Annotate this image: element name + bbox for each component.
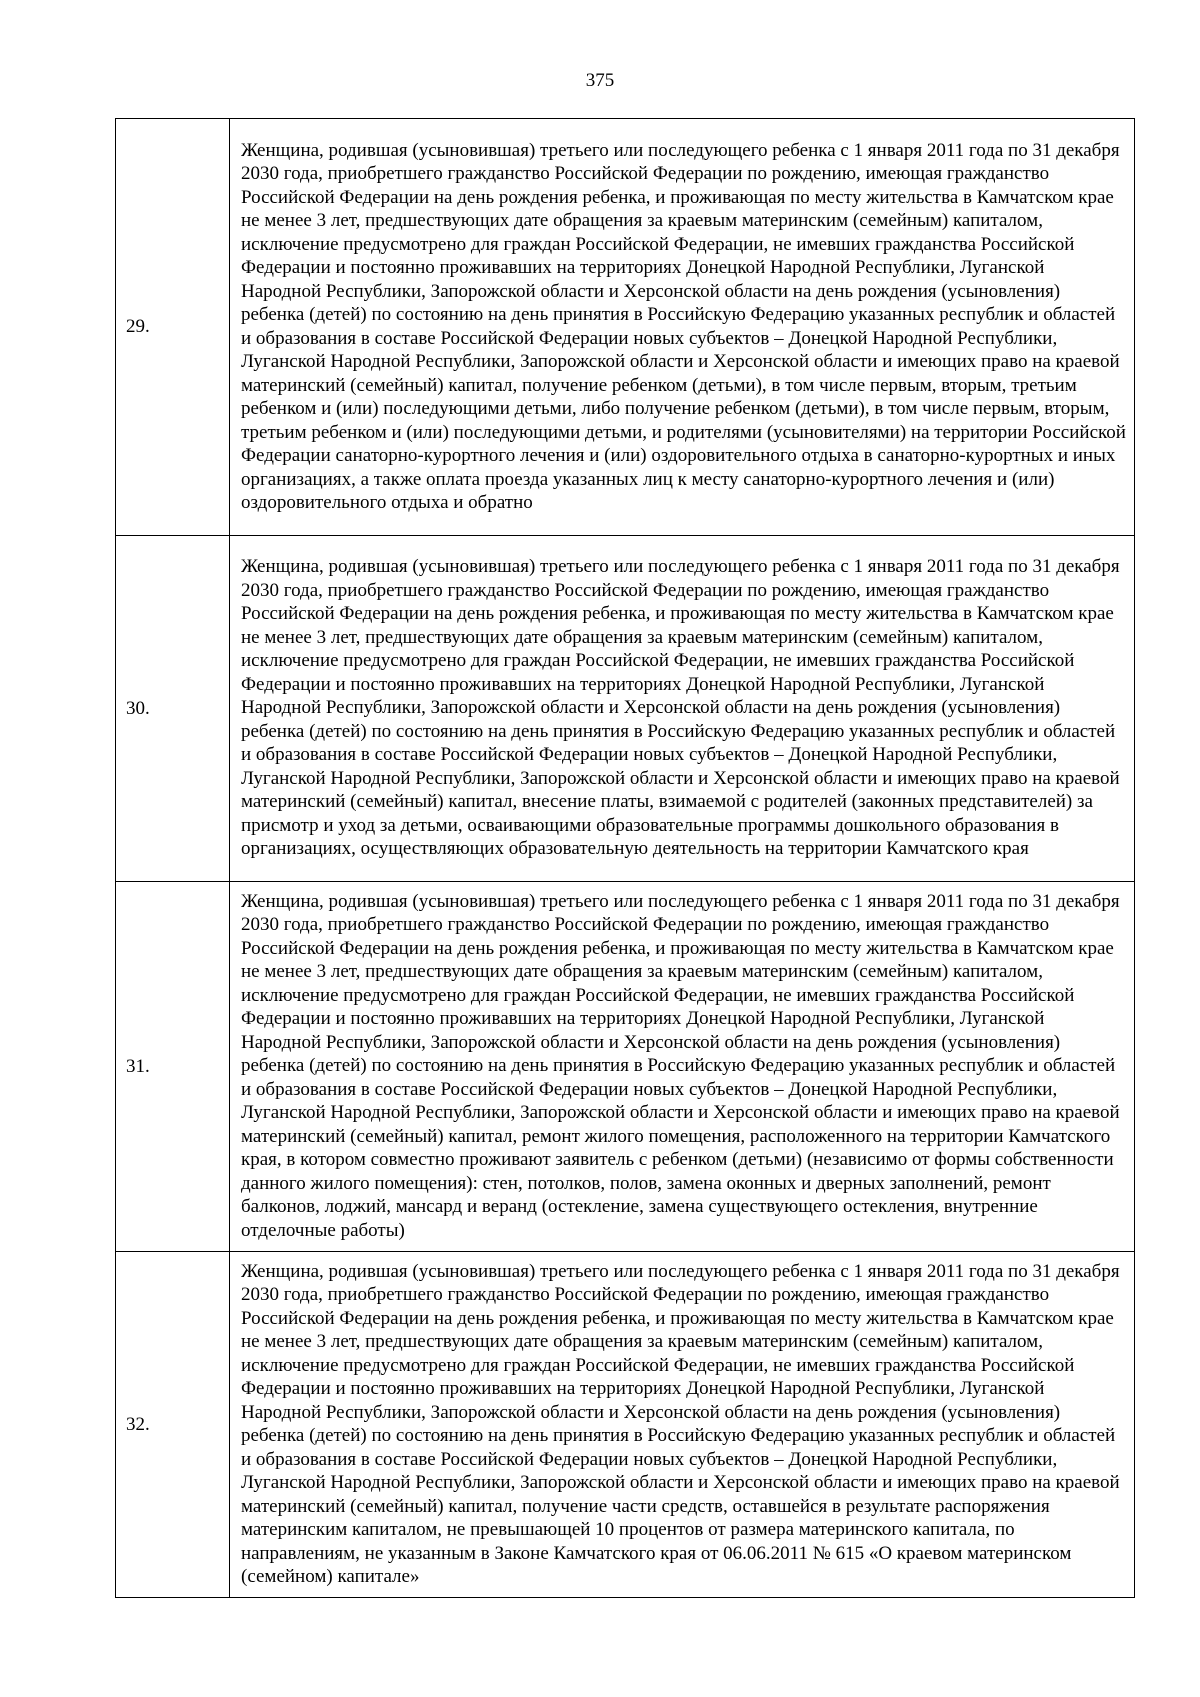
row-number: 32. bbox=[116, 1252, 230, 1598]
document-table bbox=[115, 118, 1135, 1598]
row-number: 29. bbox=[116, 119, 230, 536]
row-text-cell bbox=[230, 1252, 1135, 1598]
row-number: 31. bbox=[116, 882, 230, 1252]
table-row bbox=[116, 1252, 1135, 1598]
table-row bbox=[116, 119, 1135, 536]
row-text-cell bbox=[230, 119, 1135, 536]
row-text: Женщина, родившая (усыновившая) третьего или последующего ребенка с 1 января 2011 года по 31 декабря 2030 года, приобретшего гражданство Российской Федерации по рождению, имеющая гражданство Российской Федерации на день рождения ребенка, и проживающая по месту жительства в Камчатском крае не менее 3 лет, предшествующих дате обращения за краевым материнским (семейным) капиталом, исключение предусмотрено для граждан Российской Федерации, не имевших гражданства Российской Федерации и постоянно проживавших на территориях Донецкой Народной Республики, Луганской Народной Республики, Запорожской области и Херсонской области на день рождения (усыновления) ребенка (детей) по состоянию на день принятия в Российскую Федерацию указанных республик и областей и образования в составе Российской Федерации новых субъектов – Донецкой Народной Республики, Луганской Народной Республики, Запорожской области и Херсонской области и имеющих право на краевой материнский (семейный) капитал, внесение платы, взимаемой с родителей (законных представителей) за присмотр и уход за детьми, осваивающими образовательные программы дошкольного образования в организациях, осуществляющих образовательную деятельность на территории Камчатского края bbox=[241, 556, 1120, 860]
row-text-cell bbox=[230, 882, 1135, 1252]
row-number: 30. bbox=[116, 536, 230, 882]
row-text: Женщина, родившая (усыновившая) третьего или последующего ребенка с 1 января 2011 года по 31 декабря 2030 года, приобретшего гражданство Российской Федерации по рождению, имеющая гражданство Российской Федерации на день рождения ребенка, и проживающая по месту жительства в Камчатском крае не менее 3 лет, предшествующих дате обращения за краевым материнским (семейным) капиталом, исключение предусмотрено для граждан Российской Федерации, не имевших гражданства Российской Федерации и постоянно проживавших на территориях Донецкой Народной Республики, Луганской Народной Республики, Запорожской области и Херсонской области на день рождения (усыновления) ребенка (детей) по состоянию на день принятия в Российскую Федерацию указанных республик и областей и образования в составе Российской Федерации новых субъектов – Донецкой Народной Республики, Луганской Народной Республики, Запорожской области и Херсонской области и имеющих право на краевой материнский (семейный) капитал, получение части средств, оставшейся в результате распоряжения материнским капиталом, не превышающей 10 процентов от размера материнского капитала, по направлениям, не указанным в Законе Камчатского края от 06.06.2011 № 615 «О краевом материнском (семейном) капитале» bbox=[241, 1260, 1120, 1587]
page-number: 375 bbox=[585, 70, 615, 91]
table-row bbox=[116, 536, 1135, 882]
row-text-cell bbox=[230, 536, 1135, 882]
row-text: Женщина, родившая (усыновившая) третьего или последующего ребенка с 1 января 2011 года по 31 декабря 2030 года, приобретшего гражданство Российской Федерации по рождению, имеющая гражданство Российской Федерации на день рождения ребенка, и проживающая по месту жительства в Камчатском крае не менее 3 лет, предшествующих дате обращения за краевым материнским (семейным) капиталом, исключение предусмотрено для граждан Российской Федерации, не имевших гражданства Российской Федерации и постоянно проживавших на территориях Донецкой Народной Республики, Луганской Народной Республики, Запорожской области и Херсонской области на день рождения (усыновления) ребенка (детей) по состоянию на день принятия в Российскую Федерацию указанных республик и областей и образования в составе Российской Федерации новых субъектов – Донецкой Народной Республики, Луганской Народной Республики, Запорожской области и Херсонской области и имеющих право на краевой материнский (семейный) капитал, получение ребенком (детьми), в том числе первым, вторым, третьим ребенком и (или) последующими детьми, либо получение ребенком (детьми), в том числе первым, вторым, третьим ребенком и (или) последующими детьми, и родителями (усыновителями) на территории Российской Федерации санаторно-курортного лечения и (или) оздоровительного отдыха в санаторно-курортных и иных организациях, а также оплата проезда указанных лиц к месту санаторно-курортного лечения и (или) оздоровительного отдыха и обратно bbox=[241, 139, 1126, 513]
table-row bbox=[116, 882, 1135, 1252]
row-text: Женщина, родившая (усыновившая) третьего или последующего ребенка с 1 января 2011 года по 31 декабря 2030 года, приобретшего гражданство Российской Федерации по рождению, имеющая гражданство Российской Федерации на день рождения ребенка, и проживающая по месту жительства в Камчатском крае не менее 3 лет, предшествующих дате обращения за краевым материнским (семейным) капиталом, исключение предусмотрено для граждан Российской Федерации, не имевших гражданства Российской Федерации и постоянно проживавших на территориях Донецкой Народной Республики, Луганской Народной Республики, Запорожской области и Херсонской области на день рождения (усыновления) ребенка (детей) по состоянию на день принятия в Российскую Федерацию указанных республик и областей и образования в составе Российской Федерации новых субъектов – Донецкой Народной Республики, Луганской Народной Республики, Запорожской области и Херсонской области и имеющих право на краевой материнский (семейный) капитал, ремонт жилого помещения, расположенного на территории Камчатского края, в котором совместно проживают заявитель с ребенком (детьми) (независимо от формы собственности данного жилого помещения): стен, потолков, полов, замена оконных и дверных заполнений, ремонт балконов, лоджий, мансард и веранд (остекление, замена существующего остекления, внутренние отделочные работы) bbox=[241, 890, 1120, 1241]
